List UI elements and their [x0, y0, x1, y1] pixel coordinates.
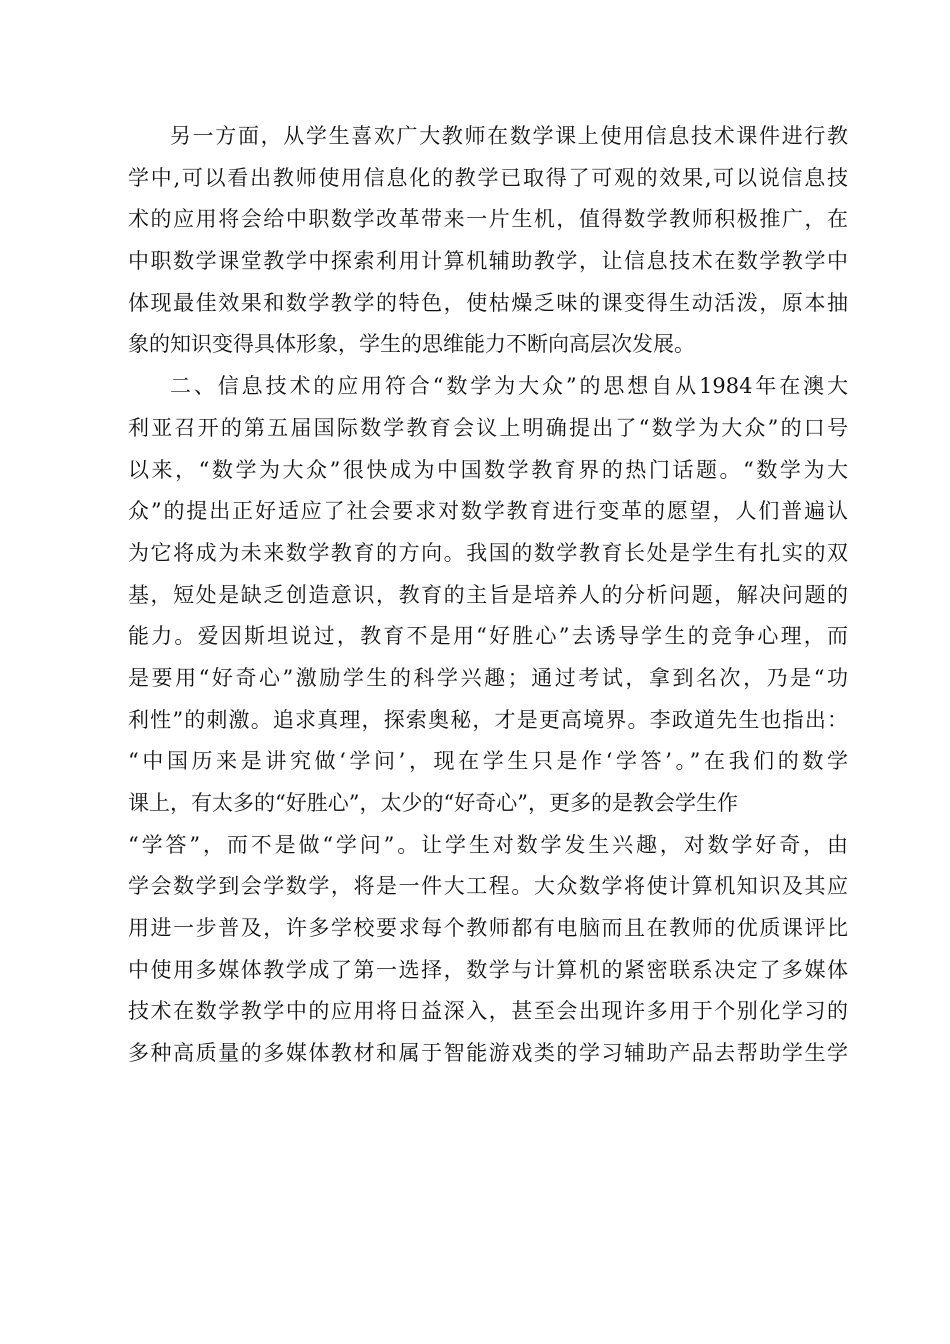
text-line: 用进一步普及，许多学校要求每个教师都有电脑而且在教师的优质课评比	[128, 916, 848, 941]
text-line: “学答”，而不是做“学问”。让学生对数学发生兴趣，对数学好奇，由	[128, 832, 848, 857]
text-line: 技术在数学教学中的应用将日益深入，甚至会出现许多用于个别化学习的	[128, 999, 848, 1024]
text-line: 是要用“好奇心”激励学生的科学兴趣；通过考试，拿到名次，乃是“功	[128, 665, 848, 690]
text-line: 众”的提出正好适应了社会要求对数学教育进行变革的愿望，人们普遍认	[128, 499, 848, 524]
text-line: 另一方面，从学生喜欢广大教师在数学课上使用信息技术课件进行教	[170, 124, 848, 148]
text-line: 中使用多媒体教学成了第一选择，数学与计算机的紧密联系决定了多媒体	[128, 957, 848, 982]
text-line: 利性”的刺激。追求真理，探索奥秘，才是更高境界。李政道先生也指出：	[128, 707, 848, 732]
text-line: 二、信息技术的应用符合“数学为大众”的思想自从1984年在澳大	[170, 374, 848, 399]
text-line: “中国历来是讲究做‘学问’，现在学生只是作‘学答’。”在我们的数学	[128, 749, 848, 774]
body-text	[128, 116, 848, 1075]
paragraph-2	[128, 366, 848, 1075]
text-line: 能力。爱因斯坦说过，教育不是用“好胜心”去诱导学生的竞争心理，而	[128, 624, 848, 649]
text-line: 多种高质量的多媒体教材和属于智能游戏类的学习辅助产品去帮助学生学	[128, 1041, 848, 1066]
text-line: 学会数学到会学数学，将是一件大工程。大众数学将使计算机知识及其应	[128, 874, 848, 899]
text-line: 基，短处是缺乏创造意识，教育的主旨是培养人的分析问题，解决问题的	[128, 582, 848, 607]
text-line: 课上，有太多的“好胜心”，太少的“好奇心”，更多的是教会学生作	[128, 791, 738, 815]
text-line: 中职数学课堂教学中探索利用计算机辅助教学，让信息技术在数学教学中	[128, 249, 848, 274]
text-line: 为它将成为未来数学教育的方向。我国的数学教育长处是学生有扎实的双	[128, 540, 848, 565]
text-line: 术的应用将会给中职数学改革带来一片生机，值得数学教师积极推广，在	[128, 207, 848, 232]
text-line: 象的知识变得具体形象，学生的思维能力不断向高层次发展。	[128, 332, 695, 357]
text-line: 以来，“数学为大众”很快成为中国数学教育界的热门话题。“数学为大	[128, 457, 848, 482]
text-line: 学中,可以看出教师使用信息化的教学已取得了可观的效果,可以说信息技	[128, 165, 848, 190]
paragraph-1	[128, 116, 848, 366]
text-line: 体现最佳效果和数学教学的特色，使枯燥乏味的课变得生动活泼，原本抽	[128, 290, 848, 315]
text-line: 利亚召开的第五届国际数学教育会议上明确提出了“数学为大众”的口号	[128, 415, 848, 440]
